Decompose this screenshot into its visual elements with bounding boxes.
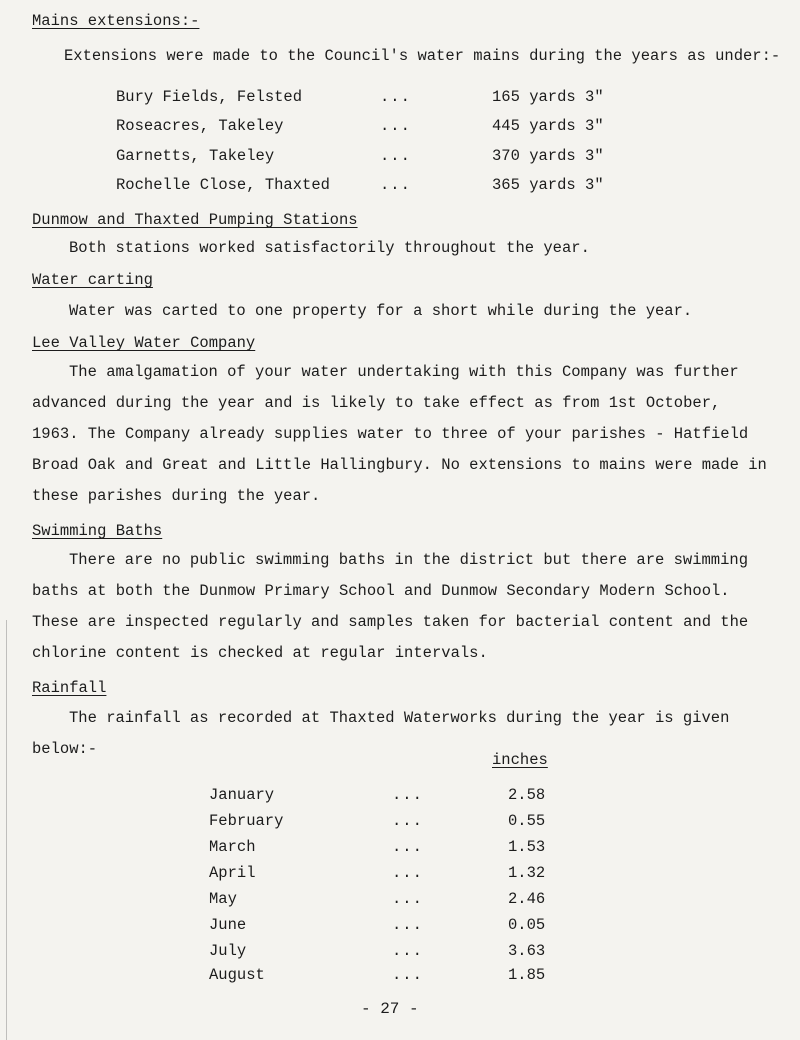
rainfall-value: 2.58 [508, 786, 546, 804]
rainfall-value: 1.32 [508, 864, 546, 882]
rainfall-value: 0.05 [508, 916, 546, 934]
swimming-baths-heading: Swimming Baths [32, 522, 163, 540]
rainfall-month: July [209, 942, 247, 960]
rainfall-text: The rainfall as recorded at Thaxted Waterworks during the year is given below:- [32, 709, 730, 758]
mains-row-dots: ... [380, 176, 411, 194]
rainfall-month: March [209, 838, 256, 856]
rainfall-dots: ... [392, 966, 423, 984]
rainfall-value: 1.53 [508, 838, 546, 856]
rainfall-month: June [209, 916, 247, 934]
mains-row-place: Rochelle Close, Thaxted [116, 176, 330, 194]
rainfall-value: 1.85 [508, 966, 546, 984]
binding-edge [6, 620, 7, 1040]
mains-row-place: Garnetts, Takeley [116, 147, 275, 165]
mains-row-value: 445 yards 3" [492, 117, 604, 135]
mains-row-place: Bury Fields, Felsted [116, 88, 303, 106]
water-carting-heading: Water carting [32, 271, 153, 289]
page-number: - 27 - [361, 1000, 419, 1018]
mains-intro-text: Extensions were made to the Council's water mains during the years as under:- [64, 47, 781, 65]
rainfall-dots: ... [392, 812, 423, 830]
lee-valley-paragraph [32, 357, 772, 512]
mains-row-dots: ... [380, 117, 411, 135]
rainfall-value: 2.46 [508, 890, 546, 908]
pumping-stations-text: Both stations worked satisfactorily throughout the year. [69, 239, 590, 257]
rainfall-dots: ... [392, 890, 423, 908]
rainfall-value: 0.55 [508, 812, 546, 830]
rainfall-dots: ... [392, 838, 423, 856]
rainfall-month: April [209, 864, 256, 882]
rainfall-month: May [209, 890, 237, 908]
swimming-baths-paragraph [32, 545, 772, 669]
mains-row-dots: ... [380, 88, 411, 106]
pumping-stations-heading: Dunmow and Thaxted Pumping Stations [32, 211, 358, 229]
rainfall-paragraph [32, 703, 772, 765]
rainfall-dots: ... [392, 786, 423, 804]
rainfall-month: August [209, 966, 265, 984]
mains-row-value: 165 yards 3" [492, 88, 604, 106]
rainfall-unit-header: inches [492, 751, 548, 769]
mains-row-dots: ... [380, 147, 411, 165]
mains-row-place: Roseacres, Takeley [116, 117, 284, 135]
rainfall-heading: Rainfall [32, 679, 107, 697]
rainfall-month: January [209, 786, 275, 804]
water-carting-text: Water was carted to one property for a short while during the year. [69, 302, 693, 320]
rainfall-dots: ... [392, 942, 423, 960]
swimming-baths-text: There are no public swimming baths in the district but there are swimming baths at both the Dunmow Primary School and Dunmow Secondary Modern School. These are inspected regularly and samples taken for bacterial content and the chlorine content is checked at regular intervals. [32, 551, 749, 662]
rainfall-value: 3.63 [508, 942, 546, 960]
rainfall-dots: ... [392, 916, 423, 934]
mains-row-value: 370 yards 3" [492, 147, 604, 165]
lee-valley-heading: Lee Valley Water Company [32, 334, 256, 352]
lee-valley-text: The amalgamation of your water undertaking with this Company was further advanced during the year and is likely to take effect as from 1st October, 1963. The Company already supplies water to three of your parishes - Hatfield Broad Oak and Great and Little Hallingbury. No extensions to mains were made in these parishes during the year. [32, 363, 767, 505]
rainfall-month: February [209, 812, 284, 830]
mains-row-value: 365 yards 3" [492, 176, 604, 194]
mains-extensions-heading: Mains extensions:- [32, 12, 200, 30]
rainfall-dots: ... [392, 864, 423, 882]
